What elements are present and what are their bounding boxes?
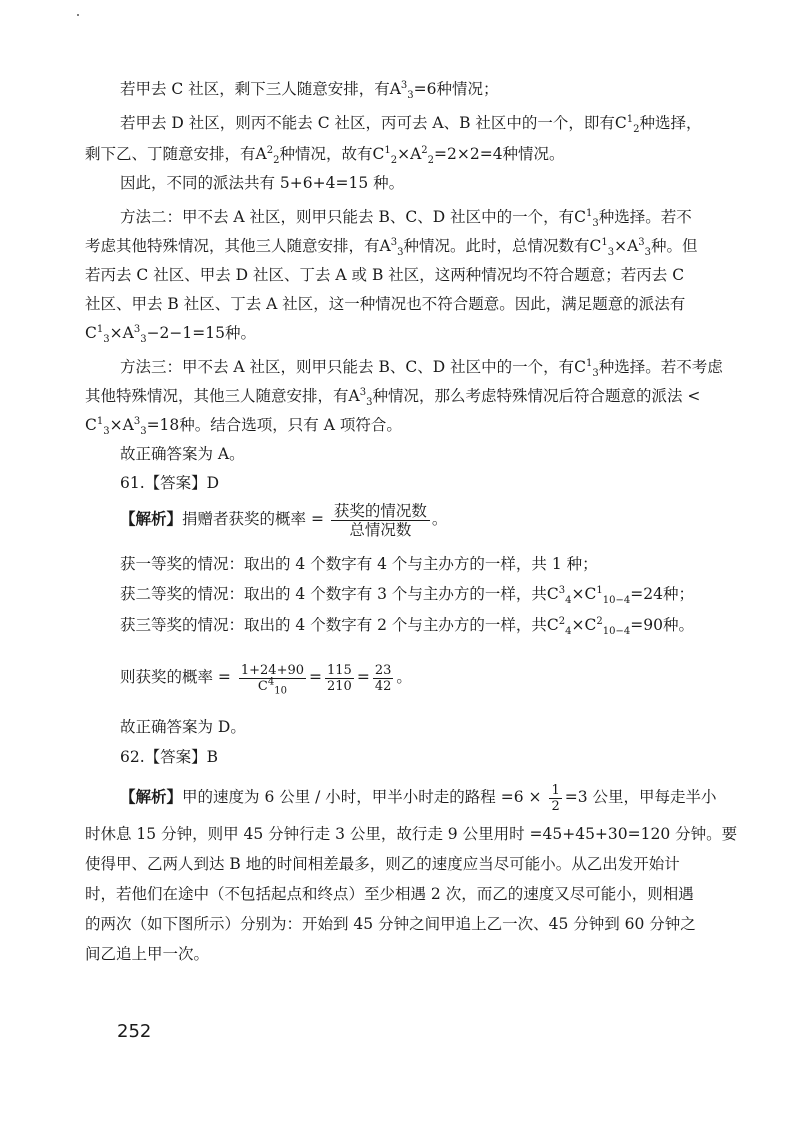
- text-line: 【解析】甲的速度为 6 公里 / 小时，甲半小时走的路程 =6 × $\frac{1}{2}$ =3 公里，甲每走半小: [120, 782, 717, 814]
- text-line: 时，若他们在途中（不包括起点和终点）至少相遇 2 次，而乙的速度又尽可能小，则相遇: [85, 885, 694, 903]
- text-line: 若丙去 C 社区、甲去 D 社区、丁去 A 或 B 社区，这两种情况均不符合题意；若丙去 C: [85, 266, 685, 284]
- fraction: $\frac{115}{210}$: [327, 662, 352, 694]
- text-line: 若甲去 C 社区，剩下三人随意安排，有$A^3_3=6$种情况；: [120, 79, 499, 102]
- text-line: 获二等奖的情况：取出的 4 个数字有 3 个与主办方的一样，共$C^3_4\times C^1_{10-4}=24$种；: [120, 584, 694, 607]
- text-line: 故正确答案为 D。: [120, 718, 246, 736]
- fraction: $\frac{23}{42}$: [374, 662, 392, 694]
- text-line: 若甲去 D 社区，则丙不能去 C 社区，丙可去 A、B 社区中的一个，即有$C^1_2$种选择，: [120, 113, 702, 136]
- text-line: 社区、甲去 B 社区、丁去 A 社区，这一种情况也不符合题意。因此，满足题意的派法有: [85, 295, 686, 313]
- fraction: $\frac{\text{获奖的情况数}}{\text{总情况数}}$: [331, 502, 430, 539]
- text-line: $C^1_3\times A^3_3=18$种。结合选项，只有 A 项符合。: [85, 415, 402, 438]
- text-line: 考虑其他特殊情况，其他三人随意安排，有$A^3_3$种情况。此时，总情况数有$C^1_3\times A^3_3$种。但: [85, 236, 698, 259]
- answer-heading-61: 61.【答案】D: [120, 474, 220, 492]
- answer-heading-62: 62.【答案】B: [120, 748, 219, 766]
- text-line: 方法三：甲不去 A 社区，则甲只能去 B、C、D 社区中的一个，有$C^1_3$种选择。若不考虑: [120, 357, 723, 380]
- text-line: 时休息 15 分钟，则甲 45 分钟行走 3 公里，故行走 9 公里用时 =45+45+30=120 分钟。要: [85, 825, 738, 843]
- text-line: 间乙追上甲一次。: [85, 945, 210, 963]
- fraction: $\frac{1+24+90}{C^4_{10}}$: [240, 662, 304, 697]
- text-line: 剩下乙、丁随意安排，有$A^2_2$种情况，故有$C^1_2\times A^2_2=2\times 2=4$种情况。: [85, 144, 565, 167]
- text-line: 则获奖的概率 = $\frac{1+24+90}{C^4_{10}}$ = $\frac{115}{210}$ = $\frac{23}{42}$ 。: [120, 662, 412, 697]
- text-line: $C^1_3\times A^3_3-2-1=15$种。: [85, 323, 256, 346]
- text-line: 获三等奖的情况：取出的 4 个数字有 2 个与主办方的一样，共$C^2_4\times C^2_{10-4}=90$种。: [120, 615, 694, 638]
- text-line: 方法二：甲不去 A 社区，则甲只能去 B、C、D 社区中的一个，有$C^1_3$种选择。若不: [120, 207, 692, 230]
- text-line: 【解析】捐赠者获奖的概率 = $\frac{\text{获奖的情况数}}{\text{总情况数}}$ 。: [120, 501, 448, 539]
- text-line: 获一等奖的情况：取出的 4 个数字有 4 个与主办方的一样，共 1 种；: [120, 555, 598, 573]
- fraction: $\frac{1}{2}$: [551, 782, 560, 814]
- text-line: 因此，不同的派法共有 5+6+4=15 种。: [120, 174, 405, 192]
- page-number: 252: [117, 1021, 152, 1042]
- text-line: 的两次（如下图所示）分别为：开始到 45 分钟之间甲追上乙一次、45 分钟到 60 分钟之: [85, 915, 696, 933]
- text-line: 其他特殊情况，其他三人随意安排，有$A^3_3$种情况，那么考虑特殊情况后符合题意的派法 <: [85, 386, 701, 409]
- text-line: 使得甲、乙两人到达 B 地的时间相差最多，则乙的速度应当尽可能小。从乙出发开始计: [85, 855, 680, 873]
- text-line: 故正确答案为 A。: [120, 445, 245, 463]
- scan-speck: [77, 14, 79, 16]
